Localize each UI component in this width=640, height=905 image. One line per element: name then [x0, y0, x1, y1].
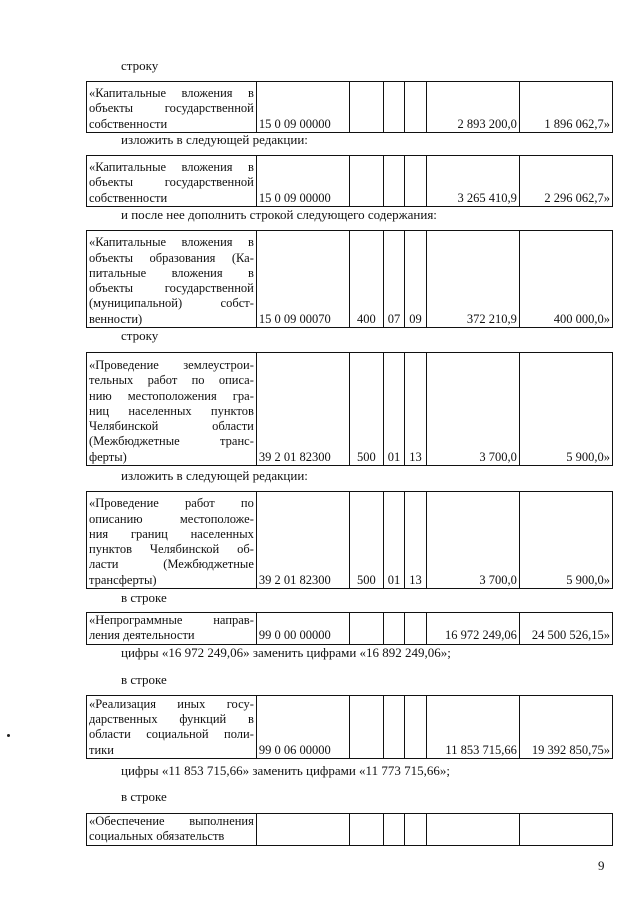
instruction-text: в строке	[121, 590, 167, 605]
row-name-line: нию местоположения гра-	[89, 388, 254, 403]
row-name-line: дарственных функций в	[89, 712, 254, 727]
budget-row-table	[86, 612, 613, 645]
row-name-line: объекты государственной	[89, 175, 254, 190]
row-s1-cell: 3 700,0	[426, 492, 519, 589]
row-name-cell	[87, 231, 257, 328]
row-code-cell: 39 2 01 82300	[256, 492, 349, 589]
instruction-text: строку	[121, 328, 159, 343]
row-pr-cell: 09	[405, 231, 426, 328]
row-code-cell	[256, 814, 349, 846]
row-name-line: «Обеспечение выполнения	[89, 814, 254, 828]
row-name-cell	[87, 82, 257, 133]
row-name-line: тики	[89, 742, 114, 757]
row-name-line: объекты государственной	[89, 281, 254, 296]
row-name-cell	[87, 492, 257, 589]
budget-row-table	[86, 155, 613, 207]
instruction-text: изложить в следующей редакции:	[121, 468, 308, 483]
row-s2-cell: 1 896 062,7»	[519, 82, 612, 133]
row-rz-cell: 07	[383, 231, 404, 328]
row-name-line: ласти (Межбюджетные	[89, 557, 254, 572]
row-name-line: собственности	[89, 116, 168, 131]
row-name-line: (муниципальной) собст-	[89, 296, 254, 311]
budget-row-table	[86, 230, 613, 328]
row-vr-cell	[349, 156, 383, 207]
row-name-line: ния границ населенных	[89, 526, 254, 541]
row-rz-cell: 01	[383, 353, 404, 466]
row-code-cell: 15 0 09 00000	[256, 156, 349, 207]
row-name-line: «Проведение работ по	[89, 496, 254, 511]
row-name-line: Челябинской области	[89, 419, 254, 434]
row-name-line: (Межбюджетные транс-	[89, 434, 254, 449]
row-s1-cell: 11 853 715,66	[426, 696, 519, 759]
row-code-cell: 39 2 01 82300	[256, 353, 349, 466]
budget-row-table	[86, 352, 613, 466]
row-s1-cell	[426, 814, 519, 846]
instruction-text: и после нее дополнить строкой следующего содержания:	[121, 207, 437, 222]
row-name-line: «Проведение землеустрои-	[89, 357, 254, 372]
row-name-line: «Капитальные вложения в	[89, 235, 254, 250]
budget-row-table	[86, 695, 613, 759]
row-vr-cell: 400	[349, 231, 383, 328]
row-s1-cell: 3 700,0	[426, 353, 519, 466]
row-name-line: ления деятельности	[89, 628, 195, 643]
instruction-text: строку	[121, 58, 159, 73]
row-s2-cell: 5 900,0»	[519, 492, 612, 589]
row-pr-cell	[405, 613, 426, 645]
row-name-line: ферты)	[89, 449, 127, 464]
row-s1-cell: 16 972 249,06	[426, 613, 519, 645]
instruction-text: цифры «11 853 715,66» заменить цифрами «11 773 715,66»;	[121, 763, 450, 778]
row-rz-cell	[383, 82, 404, 133]
row-rz-cell	[383, 613, 404, 645]
row-pr-cell	[405, 696, 426, 759]
row-name-line: описанию местоположе-	[89, 511, 254, 526]
row-rz-cell	[383, 156, 404, 207]
row-vr-cell: 500	[349, 492, 383, 589]
row-vr-cell	[349, 613, 383, 645]
row-pr-cell	[405, 814, 426, 846]
row-name-line: объекты образования (Ка-	[89, 250, 254, 265]
budget-row-table	[86, 81, 613, 133]
row-s2-cell: 24 500 526,15»	[519, 613, 612, 645]
row-name-line: социальных обязательств	[89, 829, 225, 844]
row-name-line: «Непрограммные направ-	[89, 613, 254, 627]
row-name-cell	[87, 613, 257, 645]
row-s1-cell: 372 210,9	[426, 231, 519, 328]
row-vr-cell: 500	[349, 353, 383, 466]
row-name-line: тельных работ по описа-	[89, 373, 254, 388]
row-s2-cell	[519, 814, 612, 846]
row-name-cell	[87, 814, 257, 846]
row-name-cell	[87, 353, 257, 466]
row-name-line: «Капитальные вложения в	[89, 160, 254, 175]
row-name-line: «Реализация иных госу-	[89, 696, 254, 711]
row-name-line: области социальной поли-	[89, 727, 254, 742]
budget-row-table	[86, 813, 613, 846]
row-pr-cell: 13	[405, 492, 426, 589]
row-name-cell	[87, 156, 257, 207]
row-code-cell: 99 0 00 00000	[256, 613, 349, 645]
row-name-line: венности)	[89, 311, 143, 326]
page-number: 9	[598, 858, 605, 873]
row-pr-cell	[405, 82, 426, 133]
row-vr-cell	[349, 82, 383, 133]
row-s2-cell: 2 296 062,7»	[519, 156, 612, 207]
row-name-cell	[87, 696, 257, 759]
row-name-line: объекты государственной	[89, 101, 254, 116]
row-s1-cell: 2 893 200,0	[426, 82, 519, 133]
row-rz-cell	[383, 814, 404, 846]
scan-dot	[7, 734, 10, 737]
row-s2-cell: 400 000,0»	[519, 231, 612, 328]
row-code-cell: 99 0 06 00000	[256, 696, 349, 759]
row-rz-cell	[383, 696, 404, 759]
row-name-line: собственности	[89, 190, 168, 205]
row-vr-cell	[349, 696, 383, 759]
row-code-cell: 15 0 09 00000	[256, 82, 349, 133]
instruction-text: в строке	[121, 789, 167, 804]
row-vr-cell	[349, 814, 383, 846]
row-s2-cell: 19 392 850,75»	[519, 696, 612, 759]
instruction-text: цифры «16 972 249,06» заменить цифрами «16 892 249,06»;	[121, 645, 451, 660]
row-name-line: ниц населенных пунктов	[89, 403, 254, 418]
row-name-line: трансферты)	[89, 572, 157, 587]
row-pr-cell: 13	[405, 353, 426, 466]
row-name-line: питальные вложения в	[89, 265, 254, 280]
row-rz-cell: 01	[383, 492, 404, 589]
instruction-text: в строке	[121, 672, 167, 687]
budget-row-table	[86, 491, 613, 589]
row-s1-cell: 3 265 410,9	[426, 156, 519, 207]
row-code-cell: 15 0 09 00070	[256, 231, 349, 328]
row-name-line: пунктов Челябинской об-	[89, 542, 254, 557]
row-s2-cell: 5 900,0»	[519, 353, 612, 466]
instruction-text: изложить в следующей редакции:	[121, 132, 308, 147]
row-pr-cell	[405, 156, 426, 207]
row-name-line: «Капитальные вложения в	[89, 86, 254, 101]
